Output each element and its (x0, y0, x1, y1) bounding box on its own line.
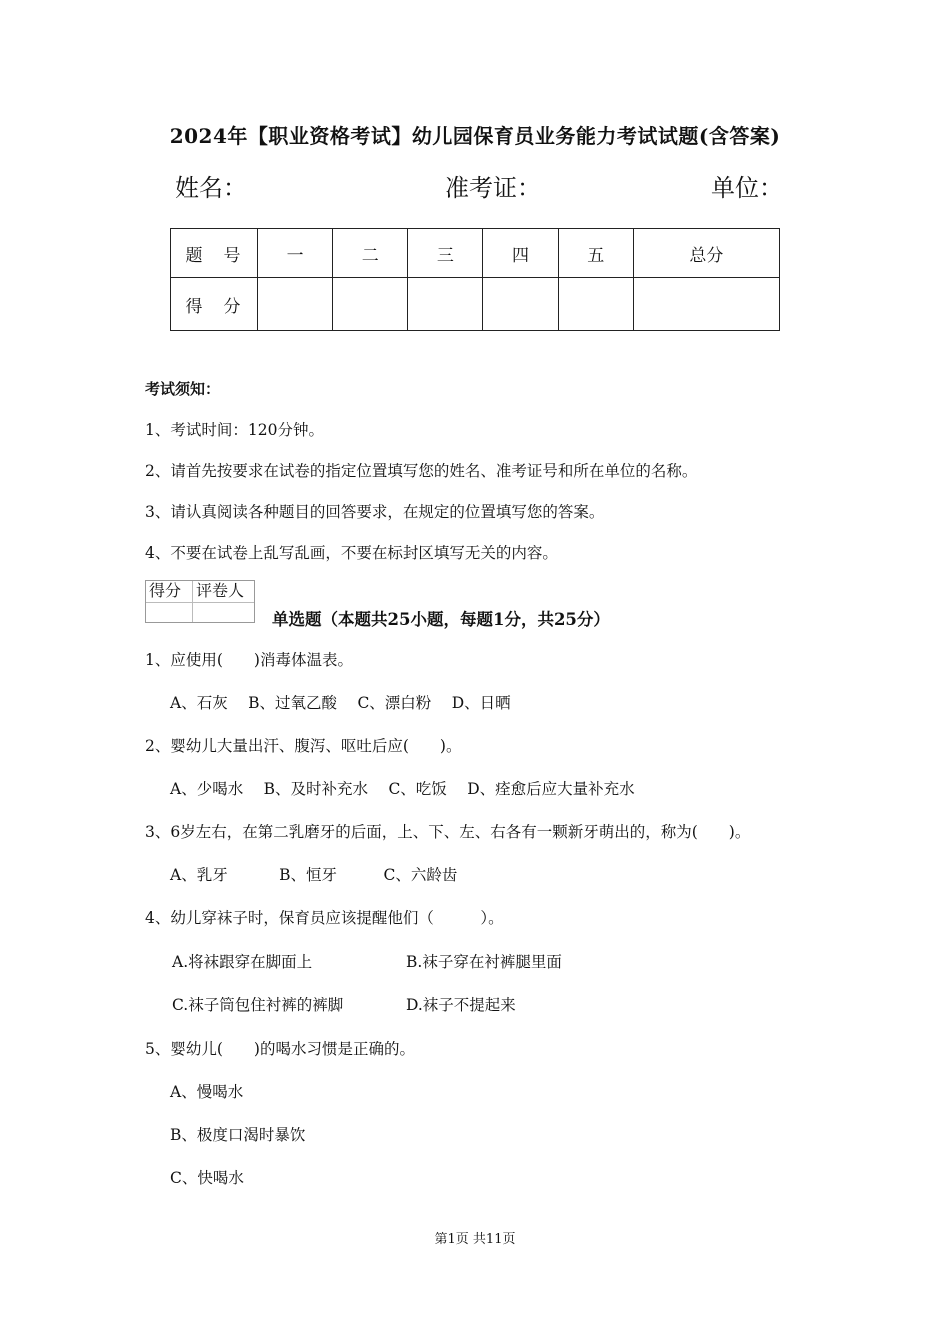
header-cell-4: 四 (483, 229, 558, 278)
notice-item-4: 4、不要在试卷上乱写乱画，不要在标封区填写无关的内容。 (145, 544, 558, 562)
grader-divider-horizontal (146, 602, 254, 603)
header-cell-1: 一 (258, 229, 333, 278)
question-4-option-b: B.袜子穿在衬裤腿里面 (406, 953, 562, 971)
question-5: 5、婴幼儿( )的喝水习惯是正确的。 (145, 1040, 415, 1058)
question-5-option-c: C、快喝水 (170, 1169, 244, 1187)
header-cell-5: 五 (558, 229, 633, 278)
question-2: 2、婴幼儿大量出汗、腹泻、呕吐后应( )。 (145, 737, 462, 755)
question-4-option-d: D.袜子不提起来 (406, 996, 516, 1014)
header-cell-question-no: 题 号 (171, 229, 258, 278)
score-table-header-row (171, 229, 780, 278)
notice-title: 考试须知： (145, 380, 221, 398)
score-cell-3[interactable] (408, 278, 483, 331)
grader-score-label: 得分 (149, 581, 182, 600)
header-cell-total: 总分 (633, 229, 779, 278)
header-cell-2: 二 (333, 229, 408, 278)
ticket-number-label: 准考证： (445, 174, 541, 202)
score-cell-1[interactable] (258, 278, 333, 331)
score-cell-2[interactable] (333, 278, 408, 331)
header-cell-3: 三 (408, 229, 483, 278)
grader-reviewer-label: 评卷人 (196, 581, 245, 600)
question-1: 1、应使用( )消毒体温表。 (145, 651, 353, 669)
page-footer: 第1页 共11页 (434, 1232, 516, 1247)
question-4: 4、幼儿穿袜子时，保育员应该提醒他们（ ）。 (145, 909, 504, 927)
question-1-options: A、石灰 B、过氧乙酸 C、漂白粉 D、日晒 (170, 694, 511, 712)
question-5-option-b: B、极度口渴时暴饮 (170, 1126, 306, 1144)
question-4-option-c: C.袜子筒包住衬裤的裤脚 (172, 996, 344, 1014)
score-cell-5[interactable] (558, 278, 633, 331)
score-cell-total[interactable] (633, 278, 779, 331)
question-5-option-a: A、慢喝水 (170, 1083, 244, 1101)
candidate-info-row (175, 168, 785, 208)
score-table-score-row (171, 278, 780, 331)
notice-item-2: 2、请首先按要求在试卷的指定位置填写您的姓名、准考证号和所在单位的名称。 (145, 462, 698, 480)
score-cell-4[interactable] (483, 278, 558, 331)
document-title: 2024年【职业资格考试】幼儿园保育员业务能力考试试题(含答案) (169, 124, 781, 148)
unit-label: 单位： (711, 174, 783, 202)
section-title: 单选题（本题共25小题，每题1分，共25分） (272, 610, 610, 629)
notice-item-1: 1、考试时间：120分钟。 (145, 421, 324, 439)
question-4-option-a: A.将袜跟穿在脚面上 (172, 953, 313, 971)
question-2-options: A、少喝水 B、及时补充水 C、吃饭 D、痊愈后应大量补充水 (170, 780, 635, 798)
question-3-options: A、乳牙 B、恒牙 C、六龄齿 (170, 866, 458, 884)
score-table (170, 228, 780, 331)
name-label: 姓名： (175, 174, 247, 202)
grader-box (145, 580, 255, 623)
score-row-label: 得 分 (171, 278, 258, 331)
question-3: 3、6岁左右，在第二乳磨牙的后面，上、下、左、右各有一颗新牙萌出的，称为( )。 (145, 823, 751, 841)
notice-item-3: 3、请认真阅读各种题目的回答要求，在规定的位置填写您的答案。 (145, 503, 605, 521)
